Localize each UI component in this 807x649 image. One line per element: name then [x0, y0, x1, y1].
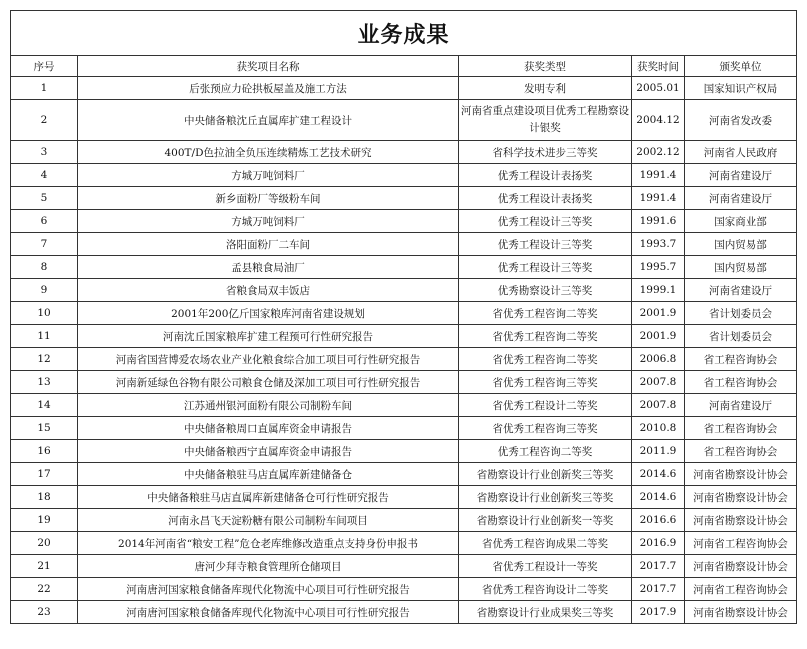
- table-row: [11, 601, 797, 624]
- cell-issuer: 河南省勘察设计协会: [685, 601, 797, 624]
- table-row: [11, 256, 797, 279]
- table-row: [11, 100, 797, 141]
- cell-award-date: 1991.4: [632, 187, 685, 210]
- cell-award-date: 2014.6: [632, 463, 685, 486]
- cell-award-type: 省勘察设计行业创新奖三等奖: [459, 486, 632, 509]
- cell-project-name: 河南唐河国家粮食储备库现代化物流中心项目可行性研究报告: [78, 601, 459, 624]
- cell-award-date: 2014.6: [632, 486, 685, 509]
- cell-project-name: 江苏通州银河面粉有限公司制粉车间: [78, 394, 459, 417]
- table-row: [11, 348, 797, 371]
- cell-no: 19: [11, 509, 78, 532]
- cell-award-type: 优秀工程设计三等奖: [459, 210, 632, 233]
- cell-award-date: 2001.9: [632, 302, 685, 325]
- cell-issuer: 省工程咨询协会: [685, 417, 797, 440]
- cell-award-date: 1995.7: [632, 256, 685, 279]
- cell-award-date: 2011.9: [632, 440, 685, 463]
- cell-no: 12: [11, 348, 78, 371]
- cell-no: 23: [11, 601, 78, 624]
- cell-project-name: 2001年200亿斤国家粮库河南省建设规划: [78, 302, 459, 325]
- cell-award-date: 1991.4: [632, 164, 685, 187]
- cell-award-type: 优秀勘察设计三等奖: [459, 279, 632, 302]
- cell-award-date: 1993.7: [632, 233, 685, 256]
- cell-no: 22: [11, 578, 78, 601]
- cell-award-type: 省优秀工程设计一等奖: [459, 555, 632, 578]
- cell-no: 11: [11, 325, 78, 348]
- cell-project-name: 河南省国营博爱农场农业产业化粮食综合加工项目可行性研究报告: [78, 348, 459, 371]
- cell-award-date: 2005.01: [632, 77, 685, 100]
- cell-award-type: 优秀工程咨询二等奖: [459, 440, 632, 463]
- cell-award-type: 省优秀工程咨询三等奖: [459, 371, 632, 394]
- cell-no: 13: [11, 371, 78, 394]
- column-header-no: 序号: [11, 56, 78, 77]
- cell-no: 10: [11, 302, 78, 325]
- cell-award-date: 2016.9: [632, 532, 685, 555]
- cell-award-type: 省勘察设计行业创新奖一等奖: [459, 509, 632, 532]
- table-row: [11, 417, 797, 440]
- awards-table: [10, 10, 797, 624]
- table-row: [11, 187, 797, 210]
- cell-no: 16: [11, 440, 78, 463]
- cell-no: 5: [11, 187, 78, 210]
- cell-award-type: 优秀工程设计三等奖: [459, 256, 632, 279]
- cell-award-date: 2010.8: [632, 417, 685, 440]
- cell-issuer: 省工程咨询协会: [685, 371, 797, 394]
- cell-issuer: 河南省建设厅: [685, 394, 797, 417]
- table-row: [11, 578, 797, 601]
- cell-award-date: 1991.6: [632, 210, 685, 233]
- cell-award-date: 2001.9: [632, 325, 685, 348]
- cell-project-name: 洛阳面粉厂二车间: [78, 233, 459, 256]
- cell-issuer: 省计划委员会: [685, 302, 797, 325]
- cell-no: 21: [11, 555, 78, 578]
- cell-no: 9: [11, 279, 78, 302]
- cell-award-type: 河南省重点建设项目优秀工程勘察设计银奖: [459, 100, 632, 141]
- cell-award-type: 省科学技术进步三等奖: [459, 141, 632, 164]
- cell-award-type: 省优秀工程咨询二等奖: [459, 348, 632, 371]
- cell-no: 15: [11, 417, 78, 440]
- cell-no: 7: [11, 233, 78, 256]
- cell-award-type: 优秀工程设计表扬奖: [459, 187, 632, 210]
- cell-no: 3: [11, 141, 78, 164]
- page-title: 业务成果: [11, 11, 797, 56]
- cell-award-type: 省勘察设计行业创新奖三等奖: [459, 463, 632, 486]
- cell-project-name: 中央储备粮驻马店直属库新建储备仓: [78, 463, 459, 486]
- cell-award-date: 2002.12: [632, 141, 685, 164]
- table-row: [11, 77, 797, 100]
- cell-award-type: 省勘察设计行业成果奖三等奖: [459, 601, 632, 624]
- column-header-date: 获奖时间: [632, 56, 685, 77]
- table-row: [11, 325, 797, 348]
- cell-project-name: 2014年河南省“粮安工程”危仓老库维修改造重点支持身份申报书: [78, 532, 459, 555]
- cell-no: 14: [11, 394, 78, 417]
- cell-award-type: 优秀工程设计三等奖: [459, 233, 632, 256]
- cell-issuer: 河南省建设厅: [685, 279, 797, 302]
- cell-award-type: 省优秀工程咨询二等奖: [459, 302, 632, 325]
- table-row: [11, 210, 797, 233]
- cell-project-name: 河南唐河国家粮食储备库现代化物流中心项目可行性研究报告: [78, 578, 459, 601]
- cell-issuer: 河南省勘察设计协会: [685, 555, 797, 578]
- cell-no: 20: [11, 532, 78, 555]
- cell-issuer: 省工程咨询协会: [685, 348, 797, 371]
- column-header-project: 获奖项目名称: [78, 56, 459, 77]
- cell-no: 17: [11, 463, 78, 486]
- cell-issuer: 国内贸易部: [685, 233, 797, 256]
- cell-award-date: 2017.7: [632, 578, 685, 601]
- cell-issuer: 国家知识产权局: [685, 77, 797, 100]
- cell-award-date: 2007.8: [632, 371, 685, 394]
- table-row: [11, 440, 797, 463]
- cell-issuer: 河南省人民政府: [685, 141, 797, 164]
- table-row: [11, 164, 797, 187]
- cell-issuer: 河南省发改委: [685, 100, 797, 141]
- cell-issuer: 省工程咨询协会: [685, 440, 797, 463]
- cell-issuer: 河南省工程咨询协会: [685, 578, 797, 601]
- cell-project-name: 孟县粮食局油厂: [78, 256, 459, 279]
- cell-issuer: 河南省勘察设计协会: [685, 486, 797, 509]
- cell-issuer: 国家商业部: [685, 210, 797, 233]
- cell-no: 8: [11, 256, 78, 279]
- cell-no: 6: [11, 210, 78, 233]
- cell-award-type: 发明专利: [459, 77, 632, 100]
- cell-no: 4: [11, 164, 78, 187]
- cell-project-name: 中央储备粮西宁直属库资金申请报告: [78, 440, 459, 463]
- cell-no: 2: [11, 100, 78, 141]
- cell-award-date: 2004.12: [632, 100, 685, 141]
- cell-project-name: 河南永昌飞天淀粉糖有限公司制粉车间项目: [78, 509, 459, 532]
- cell-project-name: 中央储备粮沈丘直属库扩建工程设计: [78, 100, 459, 141]
- cell-project-name: 400T/D色拉油全负压连续精炼工艺技术研究: [78, 141, 459, 164]
- cell-award-type: 省优秀工程咨询三等奖: [459, 417, 632, 440]
- table-row: [11, 555, 797, 578]
- cell-award-date: 2017.9: [632, 601, 685, 624]
- table-row: [11, 302, 797, 325]
- table-row: [11, 463, 797, 486]
- cell-project-name: 新乡面粉厂等级粉车间: [78, 187, 459, 210]
- cell-project-name: 后张预应力砼拱板屋盖及施工方法: [78, 77, 459, 100]
- cell-no: 18: [11, 486, 78, 509]
- cell-award-date: 2007.8: [632, 394, 685, 417]
- cell-project-name: 中央储备粮驻马店直属库新建储备仓可行性研究报告: [78, 486, 459, 509]
- cell-issuer: 河南省工程咨询协会: [685, 532, 797, 555]
- cell-project-name: 方城万吨饲料厂: [78, 210, 459, 233]
- cell-award-type: 省优秀工程咨询设计二等奖: [459, 578, 632, 601]
- cell-project-name: 中央储备粮周口直属库资金申请报告: [78, 417, 459, 440]
- cell-issuer: 河南省勘察设计协会: [685, 463, 797, 486]
- cell-project-name: 唐河少拜寺粮食管理所仓储项目: [78, 555, 459, 578]
- cell-award-date: 2006.8: [632, 348, 685, 371]
- cell-award-type: 省优秀工程咨询二等奖: [459, 325, 632, 348]
- table-row: [11, 532, 797, 555]
- cell-award-date: 1999.1: [632, 279, 685, 302]
- cell-project-name: 省粮食局双丰饭店: [78, 279, 459, 302]
- table-row: [11, 509, 797, 532]
- cell-award-type: 省优秀工程咨询成果二等奖: [459, 532, 632, 555]
- cell-award-type: 优秀工程设计表扬奖: [459, 164, 632, 187]
- table-row: [11, 279, 797, 302]
- column-header-award-type: 获奖类型: [459, 56, 632, 77]
- table-row: [11, 233, 797, 256]
- cell-issuer: 河南省建设厅: [685, 187, 797, 210]
- cell-issuer: 国内贸易部: [685, 256, 797, 279]
- cell-no: 1: [11, 77, 78, 100]
- header-row: [11, 56, 797, 77]
- cell-issuer: 河南省建设厅: [685, 164, 797, 187]
- cell-award-date: 2016.6: [632, 509, 685, 532]
- cell-issuer: 河南省勘察设计协会: [685, 509, 797, 532]
- table-row: [11, 371, 797, 394]
- cell-award-type: 省优秀工程设计二等奖: [459, 394, 632, 417]
- column-header-issuer: 颁奖单位: [685, 56, 797, 77]
- cell-project-name: 河南沈丘国家粮库扩建工程预可行性研究报告: [78, 325, 459, 348]
- cell-project-name: 河南新延绿色谷物有限公司粮食仓储及深加工项目可行性研究报告: [78, 371, 459, 394]
- cell-issuer: 省计划委员会: [685, 325, 797, 348]
- table-row: [11, 394, 797, 417]
- cell-award-date: 2017.7: [632, 555, 685, 578]
- table-row: [11, 141, 797, 164]
- cell-project-name: 方城万吨饲料厂: [78, 164, 459, 187]
- table-row: [11, 486, 797, 509]
